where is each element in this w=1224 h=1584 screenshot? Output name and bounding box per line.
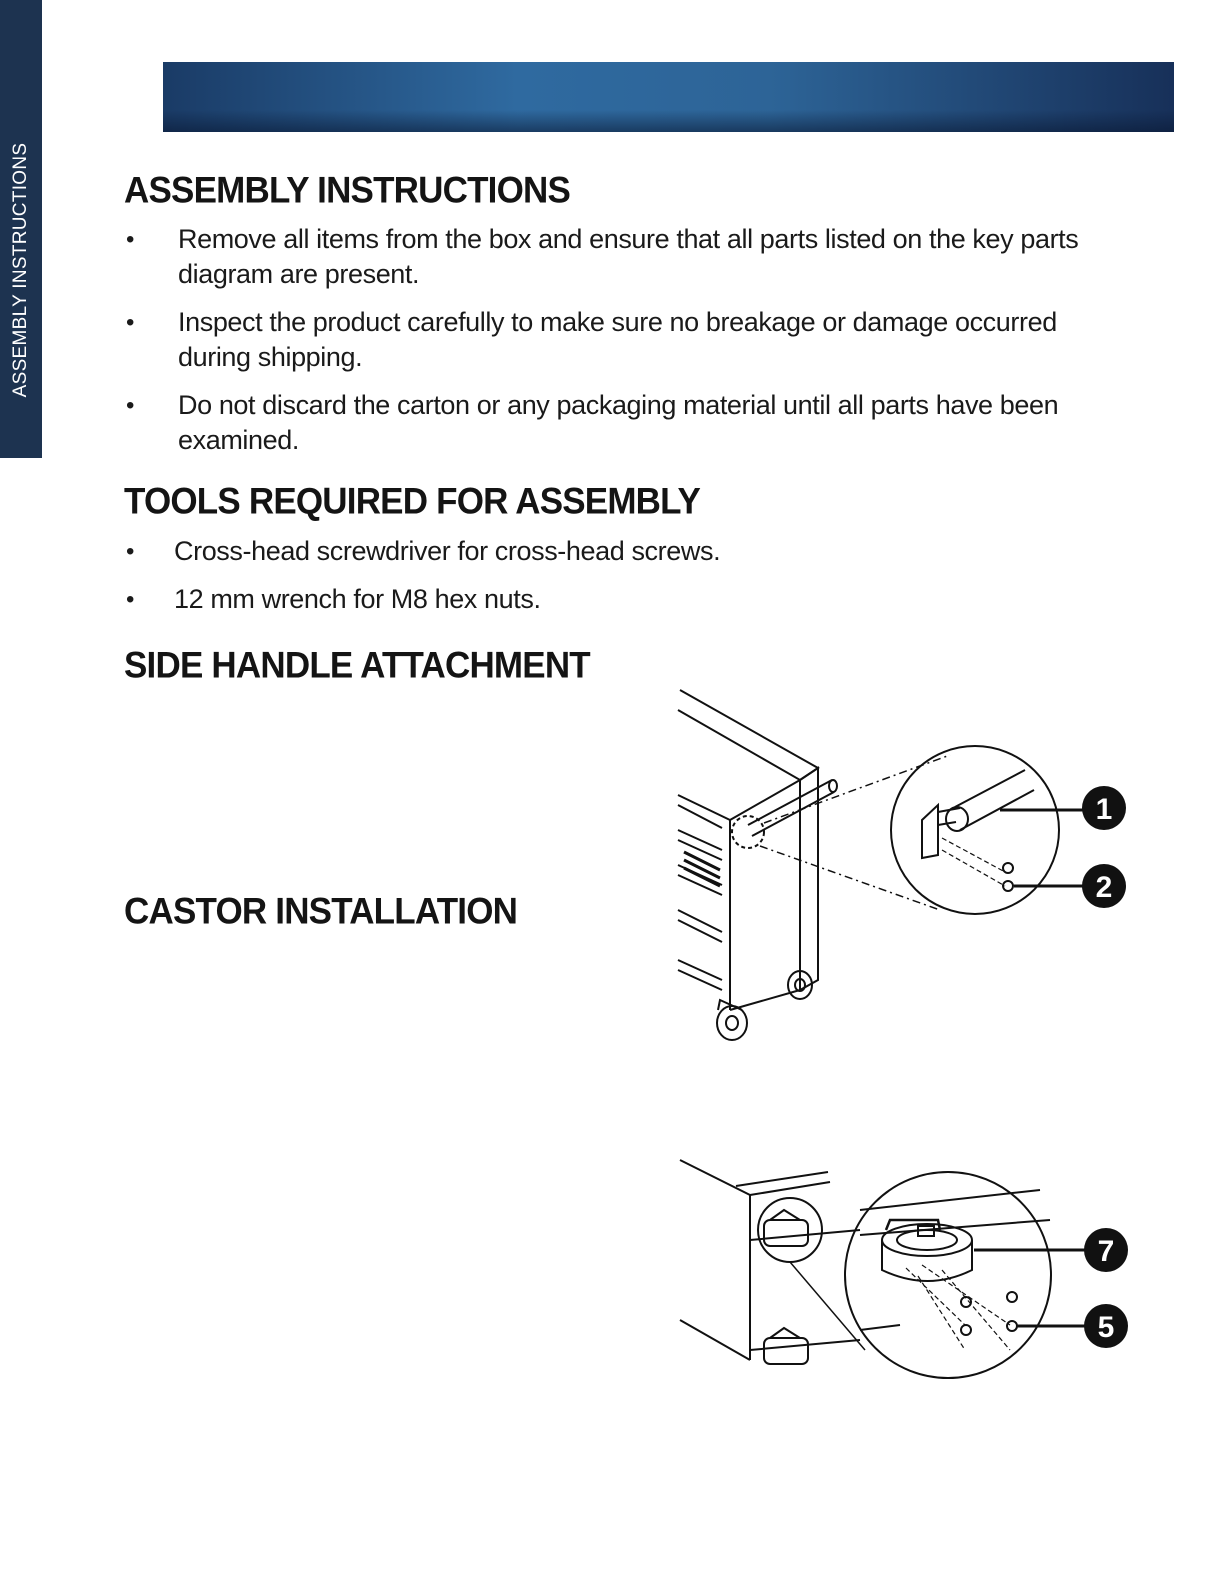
castor-installation-diagram [660,1150,1140,1390]
detail-leader-line [790,1262,865,1350]
callout-number: 2 [1095,871,1113,904]
screw-icon [1003,863,1013,873]
screw-path-line [942,838,1005,886]
callout-1 [1082,786,1126,830]
detail-zoom-circle [891,746,1059,914]
list-item [124,582,1024,617]
bullet-icon: • [126,226,135,253]
list-item-text: Inspect the product carefully to make sure no breakage or damage occurred during shipping. [178,307,1057,372]
bullet-icon: • [126,586,135,613]
assembly-instructions-heading: ASSEMBLY INSTRUCTIONS [124,170,571,211]
list-item-text: Cross-head screwdriver for cross-head screws. [174,536,721,566]
header-bar [163,62,1174,132]
bullet-icon: • [126,309,135,336]
detail-leader-line [760,846,940,910]
castor-wheel-icon [764,1210,808,1246]
side-handle-heading: SIDE HANDLE ATTACHMENT [124,645,590,686]
cabinet-base-edge [736,1172,830,1195]
cabinet-top [678,690,818,780]
cabinet-front [730,780,800,1010]
tools-required-list [124,534,1024,630]
zoom-rail-lines [860,1190,1050,1330]
bullet-icon: • [126,392,135,419]
callout-7 [1084,1228,1128,1272]
side-tab [0,0,42,458]
callout-5 [1084,1304,1128,1348]
screw-icon [961,1325,971,1335]
list-item [124,305,1114,375]
detail-marker [758,1198,822,1262]
list-item-text: Do not discard the carton or any packaging material until all parts have been examined. [178,390,1059,455]
detail-zoom-circle [845,1172,1051,1378]
cabinet-corner [680,1160,750,1360]
drawer-lines [678,795,730,990]
castor-installation-heading: CASTOR INSTALLATION [124,891,518,932]
list-item [124,388,1114,458]
side-tab-label: ASSEMBLY INSTRUCTIONS [10,142,31,398]
list-item [124,222,1114,292]
handle-tube-end [946,807,968,831]
list-item-text: Remove all items from the box and ensure that all parts listed on the key parts diagram are present. [178,224,1079,289]
handle-end [829,780,837,792]
callout-number: 5 [1097,1311,1115,1344]
list-item [124,534,1024,569]
callout-number: 1 [1095,793,1113,826]
castor-icon [882,1220,972,1281]
callout-number: 7 [1097,1235,1115,1268]
side-handle-bar [748,780,834,836]
tools-required-heading: TOOLS REQUIRED FOR ASSEMBLY [124,481,701,522]
screw-icon [1007,1321,1017,1331]
screw-icon [1007,1292,1017,1302]
callout-2 [1082,864,1126,908]
bullet-icon: • [126,538,135,565]
side-handle-diagram [660,680,1140,1050]
cabinet-base-rail [750,1230,860,1350]
handle-bracket [922,805,938,858]
screw-path-line [906,1265,1010,1350]
list-item-text: 12 mm wrench for M8 hex nuts. [174,584,541,614]
assembly-instructions-list [124,222,1114,471]
